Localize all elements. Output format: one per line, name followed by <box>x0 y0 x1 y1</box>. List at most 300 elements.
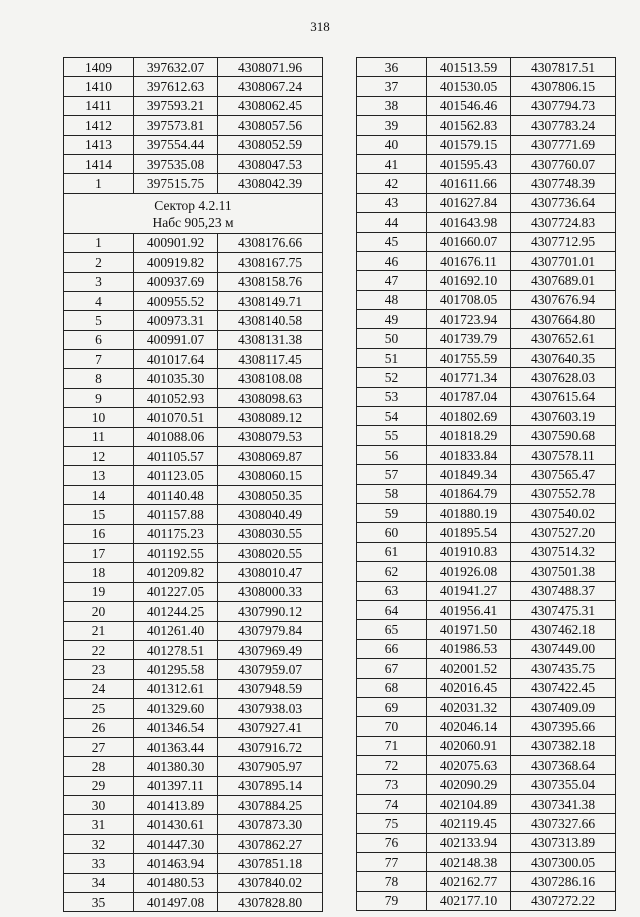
y-coordinate-cell: 4308050.35 <box>218 485 323 504</box>
x-coordinate-cell: 401546.46 <box>427 96 511 115</box>
y-coordinate-cell: 4307927.41 <box>218 718 323 737</box>
x-coordinate-cell: 401123.05 <box>134 466 218 485</box>
table-row <box>64 718 323 737</box>
table-row <box>357 814 616 833</box>
y-coordinate-cell: 4307368.64 <box>511 756 616 775</box>
point-number-cell: 19 <box>64 582 134 601</box>
point-number-cell: 1411 <box>64 96 134 115</box>
y-coordinate-cell: 4307475.31 <box>511 600 616 619</box>
point-number-cell: 72 <box>357 756 427 775</box>
y-coordinate-cell: 4308140.58 <box>218 311 323 330</box>
point-number-cell: 65 <box>357 620 427 639</box>
y-coordinate-cell: 4308042.39 <box>218 174 323 193</box>
x-coordinate-cell: 402046.14 <box>427 717 511 736</box>
y-coordinate-cell: 4308131.38 <box>218 330 323 349</box>
point-number-cell: 32 <box>64 834 134 853</box>
y-coordinate-cell: 4307736.64 <box>511 193 616 212</box>
table-row <box>64 116 323 135</box>
point-number-cell: 11 <box>64 427 134 446</box>
point-number-cell: 56 <box>357 445 427 464</box>
point-number-cell: 43 <box>357 193 427 212</box>
table-row <box>357 523 616 542</box>
point-number-cell: 70 <box>357 717 427 736</box>
x-coordinate-cell: 401986.53 <box>427 639 511 658</box>
x-coordinate-cell: 401295.58 <box>134 660 218 679</box>
y-coordinate-cell: 4307540.02 <box>511 503 616 522</box>
point-number-cell: 3 <box>64 272 134 291</box>
point-number-cell: 39 <box>357 116 427 135</box>
x-coordinate-cell: 402031.32 <box>427 697 511 716</box>
point-number-cell: 21 <box>64 621 134 640</box>
y-coordinate-cell: 4307300.05 <box>511 853 616 872</box>
x-coordinate-cell: 401895.54 <box>427 523 511 542</box>
x-coordinate-cell: 400991.07 <box>134 330 218 349</box>
y-coordinate-cell: 4308158.76 <box>218 272 323 291</box>
table-row <box>357 77 616 96</box>
y-coordinate-cell: 4307862.27 <box>218 834 323 853</box>
y-coordinate-cell: 4307313.89 <box>511 833 616 852</box>
point-number-cell: 38 <box>357 96 427 115</box>
left-bottom-rows <box>64 233 323 912</box>
point-number-cell: 18 <box>64 563 134 582</box>
x-coordinate-cell: 401660.07 <box>427 232 511 251</box>
table-row <box>357 232 616 251</box>
x-coordinate-cell: 400901.92 <box>134 233 218 252</box>
table-row <box>64 854 323 873</box>
table-row <box>357 484 616 503</box>
table-row <box>357 465 616 484</box>
y-coordinate-cell: 4307701.01 <box>511 251 616 270</box>
y-coordinate-cell: 4308020.55 <box>218 543 323 562</box>
point-number-cell: 76 <box>357 833 427 852</box>
table-row <box>64 154 323 173</box>
x-coordinate-cell: 401346.54 <box>134 718 218 737</box>
point-number-cell: 37 <box>357 77 427 96</box>
table-row <box>357 872 616 891</box>
point-number-cell: 5 <box>64 311 134 330</box>
table-row <box>357 620 616 639</box>
point-number-cell: 13 <box>64 466 134 485</box>
x-coordinate-cell: 401430.61 <box>134 815 218 834</box>
x-coordinate-cell: 401497.08 <box>134 893 218 912</box>
table-row <box>357 891 616 910</box>
table-row <box>357 639 616 658</box>
x-coordinate-cell: 401070.51 <box>134 408 218 427</box>
x-coordinate-cell: 401692.10 <box>427 271 511 290</box>
y-coordinate-cell: 4307969.49 <box>218 640 323 659</box>
x-coordinate-cell: 402060.91 <box>427 736 511 755</box>
sector-title: Сектор 4.2.11 <box>154 197 232 213</box>
x-coordinate-cell: 401157.88 <box>134 505 218 524</box>
y-coordinate-cell: 4307979.84 <box>218 621 323 640</box>
x-coordinate-cell: 401380.30 <box>134 757 218 776</box>
x-coordinate-cell: 402090.29 <box>427 775 511 794</box>
table-row <box>64 77 323 96</box>
point-number-cell: 33 <box>64 854 134 873</box>
table-row <box>357 116 616 135</box>
point-number-cell: 73 <box>357 775 427 794</box>
table-row <box>357 542 616 561</box>
point-number-cell: 54 <box>357 407 427 426</box>
point-number-cell: 8 <box>64 369 134 388</box>
y-coordinate-cell: 4307905.97 <box>218 757 323 776</box>
point-number-cell: 79 <box>357 891 427 910</box>
point-number-cell: 71 <box>357 736 427 755</box>
point-number-cell: 66 <box>357 639 427 658</box>
x-coordinate-cell: 401209.82 <box>134 563 218 582</box>
point-number-cell: 4 <box>64 291 134 310</box>
y-coordinate-cell: 4307938.03 <box>218 699 323 718</box>
x-coordinate-cell: 402162.77 <box>427 872 511 891</box>
table-row <box>64 174 323 193</box>
y-coordinate-cell: 4307422.45 <box>511 678 616 697</box>
table-row <box>64 660 323 679</box>
table-row <box>357 581 616 600</box>
table-row <box>357 271 616 290</box>
x-coordinate-cell: 401627.84 <box>427 193 511 212</box>
x-coordinate-cell: 402119.45 <box>427 814 511 833</box>
point-number-cell: 61 <box>357 542 427 561</box>
y-coordinate-cell: 4308149.71 <box>218 291 323 310</box>
table-row <box>64 563 323 582</box>
x-coordinate-cell: 401480.53 <box>134 873 218 892</box>
y-coordinate-cell: 4307760.07 <box>511 154 616 173</box>
x-coordinate-cell: 401971.50 <box>427 620 511 639</box>
y-coordinate-cell: 4307948.59 <box>218 679 323 698</box>
table-row <box>64 621 323 640</box>
table-row <box>357 756 616 775</box>
table-row <box>64 350 323 369</box>
point-number-cell: 6 <box>64 330 134 349</box>
table-row <box>357 154 616 173</box>
point-number-cell: 69 <box>357 697 427 716</box>
x-coordinate-cell: 401035.30 <box>134 369 218 388</box>
y-coordinate-cell: 4307341.38 <box>511 794 616 813</box>
y-coordinate-cell: 4308000.33 <box>218 582 323 601</box>
x-coordinate-cell: 401739.79 <box>427 329 511 348</box>
y-coordinate-cell: 4308098.63 <box>218 388 323 407</box>
x-coordinate-cell: 401849.34 <box>427 465 511 484</box>
x-coordinate-cell: 402148.38 <box>427 853 511 872</box>
y-coordinate-cell: 4307916.72 <box>218 737 323 756</box>
x-coordinate-cell: 401676.11 <box>427 251 511 270</box>
y-coordinate-cell: 4308176.66 <box>218 233 323 252</box>
table-row <box>64 602 323 621</box>
coordinates-table-left <box>63 57 323 912</box>
point-number-cell: 59 <box>357 503 427 522</box>
point-number-cell: 26 <box>64 718 134 737</box>
table-row <box>64 815 323 834</box>
y-coordinate-cell: 4307501.38 <box>511 562 616 581</box>
sector-elevation: Набс 905,23 м <box>152 214 234 230</box>
point-number-cell: 41 <box>357 154 427 173</box>
y-coordinate-cell: 4307884.25 <box>218 796 323 815</box>
x-coordinate-cell: 397535.08 <box>134 154 218 173</box>
point-number-cell: 68 <box>357 678 427 697</box>
point-number-cell: 1409 <box>64 58 134 77</box>
table-row <box>64 737 323 756</box>
point-number-cell: 49 <box>357 310 427 329</box>
x-coordinate-cell: 401926.08 <box>427 562 511 581</box>
y-coordinate-cell: 4307514.32 <box>511 542 616 561</box>
table-row <box>64 485 323 504</box>
point-number-cell: 20 <box>64 602 134 621</box>
table-row <box>64 873 323 892</box>
table-row <box>64 466 323 485</box>
table-row <box>357 445 616 464</box>
x-coordinate-cell: 401864.79 <box>427 484 511 503</box>
x-coordinate-cell: 401447.30 <box>134 834 218 853</box>
x-coordinate-cell: 401818.29 <box>427 426 511 445</box>
point-number-cell: 12 <box>64 447 134 466</box>
y-coordinate-cell: 4307603.19 <box>511 407 616 426</box>
point-number-cell: 1 <box>64 174 134 193</box>
point-number-cell: 1413 <box>64 135 134 154</box>
point-number-cell: 63 <box>357 581 427 600</box>
y-coordinate-cell: 4308079.53 <box>218 427 323 446</box>
point-number-cell: 45 <box>357 232 427 251</box>
table-row <box>64 253 323 272</box>
y-coordinate-cell: 4307527.20 <box>511 523 616 542</box>
x-coordinate-cell: 401787.04 <box>427 387 511 406</box>
y-coordinate-cell: 4308067.24 <box>218 77 323 96</box>
y-coordinate-cell: 4307689.01 <box>511 271 616 290</box>
y-coordinate-cell: 4307640.35 <box>511 348 616 367</box>
table-row <box>64 776 323 795</box>
x-coordinate-cell: 401105.57 <box>134 447 218 466</box>
table-row <box>64 408 323 427</box>
y-coordinate-cell: 4308010.47 <box>218 563 323 582</box>
table-row <box>64 311 323 330</box>
point-number-cell: 14 <box>64 485 134 504</box>
y-coordinate-cell: 4307895.14 <box>218 776 323 795</box>
point-number-cell: 46 <box>357 251 427 270</box>
x-coordinate-cell: 401723.94 <box>427 310 511 329</box>
table-row <box>357 407 616 426</box>
table-row <box>64 427 323 446</box>
y-coordinate-cell: 4307873.30 <box>218 815 323 834</box>
x-coordinate-cell: 397632.07 <box>134 58 218 77</box>
y-coordinate-cell: 4307435.75 <box>511 659 616 678</box>
table-row <box>357 174 616 193</box>
point-number-cell: 22 <box>64 640 134 659</box>
table-row <box>64 543 323 562</box>
point-number-cell: 52 <box>357 368 427 387</box>
y-coordinate-cell: 4307828.80 <box>218 893 323 912</box>
point-number-cell: 44 <box>357 213 427 232</box>
x-coordinate-cell: 401227.05 <box>134 582 218 601</box>
table-row <box>357 213 616 232</box>
x-coordinate-cell: 401175.23 <box>134 524 218 543</box>
table-row <box>357 659 616 678</box>
point-number-cell: 47 <box>357 271 427 290</box>
y-coordinate-cell: 4307794.73 <box>511 96 616 115</box>
y-coordinate-cell: 4307578.11 <box>511 445 616 464</box>
point-number-cell: 51 <box>357 348 427 367</box>
point-number-cell: 60 <box>357 523 427 542</box>
point-number-cell: 30 <box>64 796 134 815</box>
y-coordinate-cell: 4307272.22 <box>511 891 616 910</box>
table-row <box>357 775 616 794</box>
point-number-cell: 16 <box>64 524 134 543</box>
x-coordinate-cell: 401312.61 <box>134 679 218 698</box>
x-coordinate-cell: 400937.69 <box>134 272 218 291</box>
x-coordinate-cell: 401643.98 <box>427 213 511 232</box>
x-coordinate-cell: 401244.25 <box>134 602 218 621</box>
point-number-cell: 7 <box>64 350 134 369</box>
table-row <box>357 426 616 445</box>
point-number-cell: 28 <box>64 757 134 776</box>
y-coordinate-cell: 4307676.94 <box>511 290 616 309</box>
point-number-cell: 48 <box>357 290 427 309</box>
y-coordinate-cell: 4307395.66 <box>511 717 616 736</box>
point-number-cell: 50 <box>357 329 427 348</box>
x-coordinate-cell: 401278.51 <box>134 640 218 659</box>
table-row <box>64 58 323 77</box>
table-row <box>357 348 616 367</box>
x-coordinate-cell: 401579.15 <box>427 135 511 154</box>
table-row <box>64 524 323 543</box>
x-coordinate-cell: 401941.27 <box>427 581 511 600</box>
table-row <box>64 291 323 310</box>
x-coordinate-cell: 402104.89 <box>427 794 511 813</box>
y-coordinate-cell: 4308069.87 <box>218 447 323 466</box>
table-row <box>64 834 323 853</box>
table-row <box>64 388 323 407</box>
x-coordinate-cell: 401192.55 <box>134 543 218 562</box>
page-number: 318 <box>310 19 330 34</box>
x-coordinate-cell: 401530.05 <box>427 77 511 96</box>
x-coordinate-cell: 401910.83 <box>427 542 511 561</box>
x-coordinate-cell: 397593.21 <box>134 96 218 115</box>
table-row <box>64 272 323 291</box>
point-number-cell: 40 <box>357 135 427 154</box>
y-coordinate-cell: 4308040.49 <box>218 505 323 524</box>
x-coordinate-cell: 401956.41 <box>427 600 511 619</box>
y-coordinate-cell: 4308030.55 <box>218 524 323 543</box>
table-row <box>357 193 616 212</box>
x-coordinate-cell: 401463.94 <box>134 854 218 873</box>
x-coordinate-cell: 402177.10 <box>427 891 511 910</box>
y-coordinate-cell: 4307806.15 <box>511 77 616 96</box>
table-row <box>357 135 616 154</box>
y-coordinate-cell: 4308047.53 <box>218 154 323 173</box>
point-number-cell: 67 <box>357 659 427 678</box>
point-number-cell: 77 <box>357 853 427 872</box>
table-row <box>357 833 616 852</box>
x-coordinate-cell: 401755.59 <box>427 348 511 367</box>
table-row <box>357 96 616 115</box>
table-row <box>357 503 616 522</box>
point-number-cell: 15 <box>64 505 134 524</box>
table-row <box>357 251 616 270</box>
y-coordinate-cell: 4307817.51 <box>511 58 616 77</box>
y-coordinate-cell: 4308167.75 <box>218 253 323 272</box>
x-coordinate-cell: 402001.52 <box>427 659 511 678</box>
y-coordinate-cell: 4307724.83 <box>511 213 616 232</box>
y-coordinate-cell: 4308071.96 <box>218 58 323 77</box>
table-row <box>357 600 616 619</box>
point-number-cell: 34 <box>64 873 134 892</box>
point-number-cell: 31 <box>64 815 134 834</box>
x-coordinate-cell: 401771.34 <box>427 368 511 387</box>
y-coordinate-cell: 4307462.18 <box>511 620 616 639</box>
table-row <box>357 853 616 872</box>
table-row <box>64 699 323 718</box>
x-coordinate-cell: 401413.89 <box>134 796 218 815</box>
point-number-cell: 17 <box>64 543 134 562</box>
right-rows <box>357 58 616 911</box>
table-row <box>64 447 323 466</box>
y-coordinate-cell: 4308108.08 <box>218 369 323 388</box>
x-coordinate-cell: 397554.44 <box>134 135 218 154</box>
x-coordinate-cell: 400955.52 <box>134 291 218 310</box>
y-coordinate-cell: 4308062.45 <box>218 96 323 115</box>
x-coordinate-cell: 401562.83 <box>427 116 511 135</box>
table-row <box>64 233 323 252</box>
x-coordinate-cell: 397573.81 <box>134 116 218 135</box>
point-number-cell: 29 <box>64 776 134 795</box>
point-number-cell: 64 <box>357 600 427 619</box>
point-number-cell: 24 <box>64 679 134 698</box>
x-coordinate-cell: 401833.84 <box>427 445 511 464</box>
x-coordinate-cell: 401261.40 <box>134 621 218 640</box>
y-coordinate-cell: 4307959.07 <box>218 660 323 679</box>
table-row <box>357 678 616 697</box>
point-number-cell: 42 <box>357 174 427 193</box>
coordinates-table-right <box>356 57 616 911</box>
table-row <box>64 135 323 154</box>
point-number-cell: 58 <box>357 484 427 503</box>
table-row <box>357 329 616 348</box>
table-row <box>64 679 323 698</box>
point-number-cell: 62 <box>357 562 427 581</box>
y-coordinate-cell: 4307552.78 <box>511 484 616 503</box>
table-row <box>357 717 616 736</box>
x-coordinate-cell: 397515.75 <box>134 174 218 193</box>
x-coordinate-cell: 402016.45 <box>427 678 511 697</box>
table-row <box>357 368 616 387</box>
left-top-rows <box>64 58 323 194</box>
y-coordinate-cell: 4307771.69 <box>511 135 616 154</box>
x-coordinate-cell: 400973.31 <box>134 311 218 330</box>
point-number-cell: 9 <box>64 388 134 407</box>
y-coordinate-cell: 4307783.24 <box>511 116 616 135</box>
x-coordinate-cell: 402133.94 <box>427 833 511 852</box>
x-coordinate-cell: 401017.64 <box>134 350 218 369</box>
x-coordinate-cell: 401397.11 <box>134 776 218 795</box>
sector-header-cell <box>64 193 323 233</box>
point-number-cell: 1410 <box>64 77 134 96</box>
y-coordinate-cell: 4308052.59 <box>218 135 323 154</box>
point-number-cell: 74 <box>357 794 427 813</box>
table-row <box>64 330 323 349</box>
y-coordinate-cell: 4307286.16 <box>511 872 616 891</box>
table-row <box>357 562 616 581</box>
y-coordinate-cell: 4308117.45 <box>218 350 323 369</box>
y-coordinate-cell: 4307840.02 <box>218 873 323 892</box>
point-number-cell: 2 <box>64 253 134 272</box>
y-coordinate-cell: 4307851.18 <box>218 854 323 873</box>
x-coordinate-cell: 401802.69 <box>427 407 511 426</box>
y-coordinate-cell: 4307488.37 <box>511 581 616 600</box>
point-number-cell: 53 <box>357 387 427 406</box>
x-coordinate-cell: 402075.63 <box>427 756 511 775</box>
point-number-cell: 1 <box>64 233 134 252</box>
table-row <box>357 697 616 716</box>
y-coordinate-cell: 4307712.95 <box>511 232 616 251</box>
y-coordinate-cell: 4308089.12 <box>218 408 323 427</box>
